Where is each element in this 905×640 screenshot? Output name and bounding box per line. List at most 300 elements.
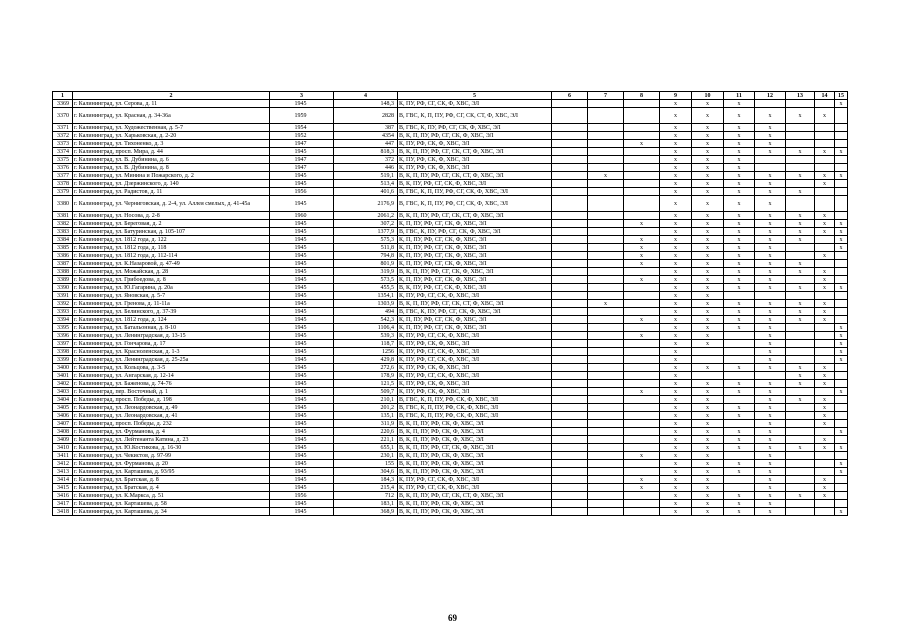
mark-cell-11: x: [724, 180, 755, 188]
mark-cell-6: [552, 228, 588, 236]
mark-cell-15: [835, 380, 848, 388]
mark-cell-12: x: [755, 188, 786, 196]
mark-cell-13: [786, 140, 815, 148]
mark-cell-6: [552, 308, 588, 316]
mark-cell-14: x: [815, 212, 835, 220]
table-row: [53, 428, 848, 436]
table-row: [53, 332, 848, 340]
address-cell: г. Калининград, ул. Гончарова, д. 17: [73, 340, 270, 348]
mark-cell-12: x: [755, 284, 786, 292]
mark-cell-12: x: [755, 484, 786, 492]
mark-cell-6: [552, 140, 588, 148]
mark-cell-10: x: [692, 268, 724, 276]
mark-cell-9: x: [660, 292, 692, 300]
mark-cell-11: x: [724, 140, 755, 148]
table-row: [53, 156, 848, 164]
mark-cell-14: [815, 340, 835, 348]
mark-cell-11: x: [724, 196, 755, 212]
year-cell: 1945: [270, 100, 334, 108]
mark-cell-12: x: [755, 140, 786, 148]
mark-cell-9: x: [660, 100, 692, 108]
systems-cell: В, К, П, ПУ, РФ, СК, Ф, ХВС, ЭЛ: [398, 428, 552, 436]
mark-cell-11: x: [724, 148, 755, 156]
mark-cell-8: [624, 380, 660, 388]
mark-cell-6: [552, 372, 588, 380]
mark-cell-9: x: [660, 396, 692, 404]
area-cell: 801,9: [334, 260, 398, 268]
mark-cell-12: x: [755, 452, 786, 460]
systems-cell: К, ПУ, РФ, СК, Ф, ХВС, ЭЛ: [398, 364, 552, 372]
mark-cell-6: [552, 452, 588, 460]
area-cell: 319,9: [334, 268, 398, 276]
mark-cell-8: [624, 228, 660, 236]
address-cell: г. Калининград, ул. Ю.Костикова, д. 16-30: [73, 444, 270, 452]
systems-cell: В, К, П, ПУ, РФ, СК, Ф, ХВС, ЭЛ: [398, 508, 552, 516]
mark-cell-11: x: [724, 260, 755, 268]
mark-cell-12: x: [755, 388, 786, 396]
mark-cell-14: [815, 244, 835, 252]
area-cell: 712: [334, 492, 398, 500]
mark-cell-15: [835, 124, 848, 132]
mark-cell-15: [835, 484, 848, 492]
mark-cell-9: x: [660, 212, 692, 220]
mark-cell-14: [815, 292, 835, 300]
row-number-cell: 3378: [53, 180, 73, 188]
mark-cell-7: [588, 252, 624, 260]
row-number-cell: 3406: [53, 412, 73, 420]
systems-cell: К, П, ПУ, РФ, СГ, СК, Ф, ХВС, ЭЛ: [398, 220, 552, 228]
mark-cell-15: [835, 180, 848, 188]
mark-cell-10: x: [692, 308, 724, 316]
address-cell: г. Калининград, просп. Победы, д. 232: [73, 420, 270, 428]
row-number-cell: 3371: [53, 124, 73, 132]
mark-cell-7: [588, 236, 624, 244]
row-number-cell: 3410: [53, 444, 73, 452]
mark-cell-8: [624, 268, 660, 276]
address-cell: г. Калининград, ул. Леонардовская, д. 49: [73, 404, 270, 412]
area-cell: 372: [334, 156, 398, 164]
year-cell: 1945: [270, 148, 334, 156]
mark-cell-10: x: [692, 380, 724, 388]
systems-cell: К, ПУ, РФ, СГ, СК, Ф, ХВС, ЭЛ: [398, 476, 552, 484]
mark-cell-8: [624, 148, 660, 156]
mark-cell-14: x: [815, 484, 835, 492]
mark-cell-10: x: [692, 500, 724, 508]
mark-cell-14: [815, 500, 835, 508]
area-cell: 311,9: [334, 420, 398, 428]
mark-cell-8: [624, 412, 660, 420]
year-cell: 1945: [270, 452, 334, 460]
mark-cell-12: x: [755, 404, 786, 412]
mark-cell-8: [624, 372, 660, 380]
systems-cell: В, К, П, ПУ, РФ, СК, Ф, ХВС, ЭЛ: [398, 452, 552, 460]
mark-cell-12: [755, 156, 786, 164]
systems-cell: В, К, П, ПУ, РФ, СК, Ф, ХВС, ЭЛ: [398, 500, 552, 508]
table-row: [53, 444, 848, 452]
mark-cell-14: x: [815, 444, 835, 452]
area-cell: 183,1: [334, 500, 398, 508]
address-cell: г. Калининград, ул. Ленинградская, д. 25-25а: [73, 356, 270, 364]
mark-cell-15: x: [835, 460, 848, 468]
mark-cell-15: [835, 140, 848, 148]
area-cell: 307,2: [334, 220, 398, 228]
mark-cell-8: [624, 420, 660, 428]
mark-cell-9: x: [660, 220, 692, 228]
mark-cell-7: [588, 500, 624, 508]
mark-cell-8: [624, 292, 660, 300]
table-row: [53, 196, 848, 212]
year-cell: 1945: [270, 268, 334, 276]
mark-cell-9: x: [660, 228, 692, 236]
address-cell: г. Калининград, ул. Баженова, д. 74-76: [73, 380, 270, 388]
area-cell: 1354,1: [334, 292, 398, 300]
mark-cell-14: x: [815, 364, 835, 372]
mark-cell-13: x: [786, 284, 815, 292]
mark-cell-14: x: [815, 180, 835, 188]
mark-cell-6: [552, 340, 588, 348]
address-cell: г. Калининград, ул. 1812 года, д. 112-114: [73, 252, 270, 260]
address-cell: г. Калининград, ул. Братская, д. 4: [73, 484, 270, 492]
mark-cell-15: x: [835, 332, 848, 340]
address-cell: г. Калининград, пер. Восточный, д. 1: [73, 388, 270, 396]
mark-cell-7: [588, 348, 624, 356]
mark-cell-9: x: [660, 180, 692, 188]
mark-cell-9: x: [660, 484, 692, 492]
mark-cell-8: [624, 324, 660, 332]
address-cell: г. Калининград, просп. Мира, д. 44: [73, 148, 270, 156]
mark-cell-7: x: [588, 172, 624, 180]
row-number-cell: 3375: [53, 156, 73, 164]
mark-cell-9: x: [660, 380, 692, 388]
mark-cell-11: x: [724, 100, 755, 108]
mark-cell-11: x: [724, 156, 755, 164]
column-header-6: 6: [552, 92, 588, 100]
mark-cell-10: x: [692, 148, 724, 156]
mark-cell-8: [624, 180, 660, 188]
mark-cell-13: x: [786, 148, 815, 156]
row-number-cell: 3397: [53, 340, 73, 348]
mark-cell-7: [588, 444, 624, 452]
address-cell: г. Калининград, просп. Победы, д. 198: [73, 396, 270, 404]
mark-cell-11: x: [724, 324, 755, 332]
mark-cell-10: x: [692, 108, 724, 124]
mark-cell-7: [588, 156, 624, 164]
mark-cell-15: [835, 292, 848, 300]
mark-cell-7: [588, 436, 624, 444]
mark-cell-7: [588, 108, 624, 124]
mark-cell-7: x: [588, 300, 624, 308]
area-cell: 655,1: [334, 444, 398, 452]
year-cell: 1945: [270, 220, 334, 228]
mark-cell-14: [815, 324, 835, 332]
table-row: [53, 236, 848, 244]
mark-cell-11: x: [724, 188, 755, 196]
table-row: [53, 300, 848, 308]
table-row: [53, 356, 848, 364]
mark-cell-9: x: [660, 452, 692, 460]
row-number-cell: 3391: [53, 292, 73, 300]
mark-cell-14: [815, 388, 835, 396]
mark-cell-14: x: [815, 396, 835, 404]
mark-cell-10: x: [692, 388, 724, 396]
column-header-13: 13: [786, 92, 815, 100]
table-row: [53, 180, 848, 188]
mark-cell-10: x: [692, 132, 724, 140]
mark-cell-10: x: [692, 420, 724, 428]
mark-cell-8: [624, 108, 660, 124]
mark-cell-8: [624, 492, 660, 500]
row-number-cell: 3400: [53, 364, 73, 372]
mark-cell-13: x: [786, 268, 815, 276]
address-cell: г. Калининград, ул. Художественная, д. 5-7: [73, 124, 270, 132]
mark-cell-12: x: [755, 276, 786, 284]
mark-cell-11: x: [724, 380, 755, 388]
row-number-cell: 3404: [53, 396, 73, 404]
row-number-cell: 3396: [53, 332, 73, 340]
mark-cell-9: x: [660, 332, 692, 340]
mark-cell-7: [588, 140, 624, 148]
table-row: [53, 476, 848, 484]
area-cell: 178,9: [334, 372, 398, 380]
mark-cell-15: [835, 364, 848, 372]
row-number-cell: 3386: [53, 252, 73, 260]
table-header-row: [53, 92, 848, 100]
mark-cell-6: [552, 132, 588, 140]
mark-cell-12: x: [755, 244, 786, 252]
row-number-cell: 3412: [53, 460, 73, 468]
area-cell: 2061,2: [334, 212, 398, 220]
mark-cell-11: x: [724, 364, 755, 372]
mark-cell-14: x: [815, 492, 835, 500]
mark-cell-10: x: [692, 468, 724, 476]
table-row: [53, 268, 848, 276]
mark-cell-11: [724, 396, 755, 404]
mark-cell-9: x: [660, 108, 692, 124]
mark-cell-6: [552, 284, 588, 292]
mark-cell-7: [588, 476, 624, 484]
mark-cell-8: [624, 436, 660, 444]
mark-cell-9: x: [660, 284, 692, 292]
mark-cell-12: x: [755, 380, 786, 388]
mark-cell-15: x: [835, 220, 848, 228]
table-row: [53, 348, 848, 356]
mark-cell-13: [786, 428, 815, 436]
mark-cell-12: x: [755, 420, 786, 428]
mark-cell-8: x: [624, 220, 660, 228]
row-number-cell: 3403: [53, 388, 73, 396]
mark-cell-13: [786, 348, 815, 356]
systems-cell: К, П, ПУ, РФ, СГ, СК, Ф, ХВС, ЭЛ: [398, 252, 552, 260]
mark-cell-6: [552, 300, 588, 308]
mark-cell-9: x: [660, 188, 692, 196]
systems-cell: К, П, ПУ, РФ, СГ, СК, Ф, ХВС, ЭЛ: [398, 324, 552, 332]
column-header-2: 2: [73, 92, 270, 100]
mark-cell-15: [835, 372, 848, 380]
mark-cell-13: x: [786, 108, 815, 124]
table-row: [53, 132, 848, 140]
row-number-cell: 3387: [53, 260, 73, 268]
mark-cell-10: x: [692, 252, 724, 260]
mark-cell-13: [786, 404, 815, 412]
table-row: [53, 412, 848, 420]
systems-cell: К, П, ПУ, РФ, СГ, СК, Ф, ХВС, ЭЛ: [398, 316, 552, 324]
address-cell: г. Калининград, ул. Гренова, д. 11-11а: [73, 300, 270, 308]
systems-cell: К, П, ПУ, РФ, СГ, СК, Ф, ХВС, ЭЛ: [398, 260, 552, 268]
mark-cell-14: x: [815, 476, 835, 484]
mark-cell-12: x: [755, 364, 786, 372]
mark-cell-7: [588, 244, 624, 252]
mark-cell-12: x: [755, 460, 786, 468]
area-cell: 221,1: [334, 436, 398, 444]
year-cell: 1945: [270, 340, 334, 348]
mark-cell-11: x: [724, 212, 755, 220]
mark-cell-6: [552, 412, 588, 420]
mark-cell-12: x: [755, 252, 786, 260]
mark-cell-13: [786, 196, 815, 212]
area-cell: 2828: [334, 108, 398, 124]
systems-cell: В, К, П, ПУ, РФ, СГ, СК, СТ, Ф, ХВС, ЭЛ: [398, 212, 552, 220]
address-cell: г. Калининград, ул. Радистов, д. 11: [73, 188, 270, 196]
address-cell: г. Калининград, ул. Ленинградская, д. 13-15: [73, 332, 270, 340]
mark-cell-6: [552, 484, 588, 492]
row-number-cell: 3389: [53, 276, 73, 284]
year-cell: 1960: [270, 212, 334, 220]
mark-cell-15: [835, 436, 848, 444]
mark-cell-9: x: [660, 124, 692, 132]
year-cell: 1945: [270, 388, 334, 396]
mark-cell-14: x: [815, 276, 835, 284]
year-cell: 1945: [270, 444, 334, 452]
table-row: [53, 100, 848, 108]
row-number-cell: 3417: [53, 500, 73, 508]
mark-cell-12: [755, 100, 786, 108]
mark-cell-8: [624, 124, 660, 132]
year-cell: 1945: [270, 292, 334, 300]
mark-cell-15: x: [835, 428, 848, 436]
mark-cell-11: x: [724, 172, 755, 180]
mark-cell-15: [835, 252, 848, 260]
mark-cell-12: x: [755, 124, 786, 132]
mark-cell-14: [815, 156, 835, 164]
mark-cell-9: x: [660, 364, 692, 372]
mark-cell-10: x: [692, 188, 724, 196]
mark-cell-14: x: [815, 420, 835, 428]
mark-cell-15: x: [835, 228, 848, 236]
mark-cell-7: [588, 316, 624, 324]
mark-cell-14: [815, 260, 835, 268]
mark-cell-9: x: [660, 492, 692, 500]
area-cell: 818,3: [334, 148, 398, 156]
column-header-1: 1: [53, 92, 73, 100]
mark-cell-7: [588, 492, 624, 500]
table-row: [53, 172, 848, 180]
table-row: [53, 364, 848, 372]
mark-cell-14: x: [815, 308, 835, 316]
row-number-cell: 3398: [53, 348, 73, 356]
area-cell: 118,7: [334, 340, 398, 348]
mark-cell-13: x: [786, 380, 815, 388]
table-row: [53, 484, 848, 492]
mark-cell-14: x: [815, 172, 835, 180]
mark-cell-9: x: [660, 308, 692, 316]
table-row: [53, 308, 848, 316]
mark-cell-13: x: [786, 372, 815, 380]
systems-cell: К, П, ПУ, РФ, СГ, СК, Ф, ХВС, ЭЛ: [398, 276, 552, 284]
address-cell: г. Калининград, ул. Дзержинского, д. 140: [73, 180, 270, 188]
mark-cell-14: x: [815, 300, 835, 308]
systems-cell: В, К, П, ПУ, РФ, СГ, СК, Ф, ХВС, ЭЛ: [398, 268, 552, 276]
mark-cell-11: [724, 332, 755, 340]
area-cell: 494: [334, 308, 398, 316]
mark-cell-14: x: [815, 380, 835, 388]
mark-cell-10: x: [692, 180, 724, 188]
mark-cell-11: x: [724, 252, 755, 260]
mark-cell-13: [786, 252, 815, 260]
mark-cell-9: x: [660, 324, 692, 332]
year-cell: 1956: [270, 188, 334, 196]
row-number-cell: 3372: [53, 132, 73, 140]
mark-cell-9: x: [660, 156, 692, 164]
mark-cell-13: x: [786, 396, 815, 404]
year-cell: 1945: [270, 436, 334, 444]
mark-cell-6: [552, 468, 588, 476]
mark-cell-9: x: [660, 404, 692, 412]
year-cell: 1945: [270, 412, 334, 420]
mark-cell-7: [588, 396, 624, 404]
mark-cell-13: [786, 324, 815, 332]
mark-cell-8: [624, 428, 660, 436]
area-cell: 455,5: [334, 284, 398, 292]
mark-cell-12: x: [755, 412, 786, 420]
mark-cell-14: x: [815, 372, 835, 380]
mark-cell-10: x: [692, 476, 724, 484]
mark-cell-10: x: [692, 460, 724, 468]
mark-cell-6: [552, 124, 588, 132]
systems-cell: В, К, П, ПУ, РФ, СГ, СК, СТ, Ф, ХВС, ЭЛ: [398, 300, 552, 308]
mark-cell-10: [692, 348, 724, 356]
area-cell: 387: [334, 124, 398, 132]
address-cell: г. Калининград, ул. Ангарская, д. 12-14: [73, 372, 270, 380]
mark-cell-13: x: [786, 300, 815, 308]
mark-cell-10: x: [692, 244, 724, 252]
area-cell: 135,1: [334, 412, 398, 420]
mark-cell-12: x: [755, 220, 786, 228]
mark-cell-15: [835, 108, 848, 124]
mark-cell-9: x: [660, 388, 692, 396]
area-cell: 215,4: [334, 484, 398, 492]
mark-cell-14: [815, 196, 835, 212]
mark-cell-15: x: [835, 172, 848, 180]
area-cell: 368,9: [334, 508, 398, 516]
mark-cell-12: x: [755, 132, 786, 140]
mark-cell-10: x: [692, 364, 724, 372]
address-cell: г. Калининград, ул. В. Дубинина, д. 8: [73, 164, 270, 172]
mark-cell-6: [552, 148, 588, 156]
mark-cell-7: [588, 428, 624, 436]
table-row: [53, 244, 848, 252]
year-cell: 1945: [270, 324, 334, 332]
row-number-cell: 3393: [53, 308, 73, 316]
systems-cell: В, К, ПУ, РФ, СГ, СК, Ф, ХВС, ЭЛ: [398, 284, 552, 292]
housing-register-table: [52, 91, 848, 516]
mark-cell-8: x: [624, 388, 660, 396]
mark-cell-6: [552, 244, 588, 252]
area-cell: 4354: [334, 132, 398, 140]
mark-cell-15: x: [835, 348, 848, 356]
mark-cell-13: [786, 292, 815, 300]
mark-cell-13: [786, 100, 815, 108]
mark-cell-6: [552, 348, 588, 356]
